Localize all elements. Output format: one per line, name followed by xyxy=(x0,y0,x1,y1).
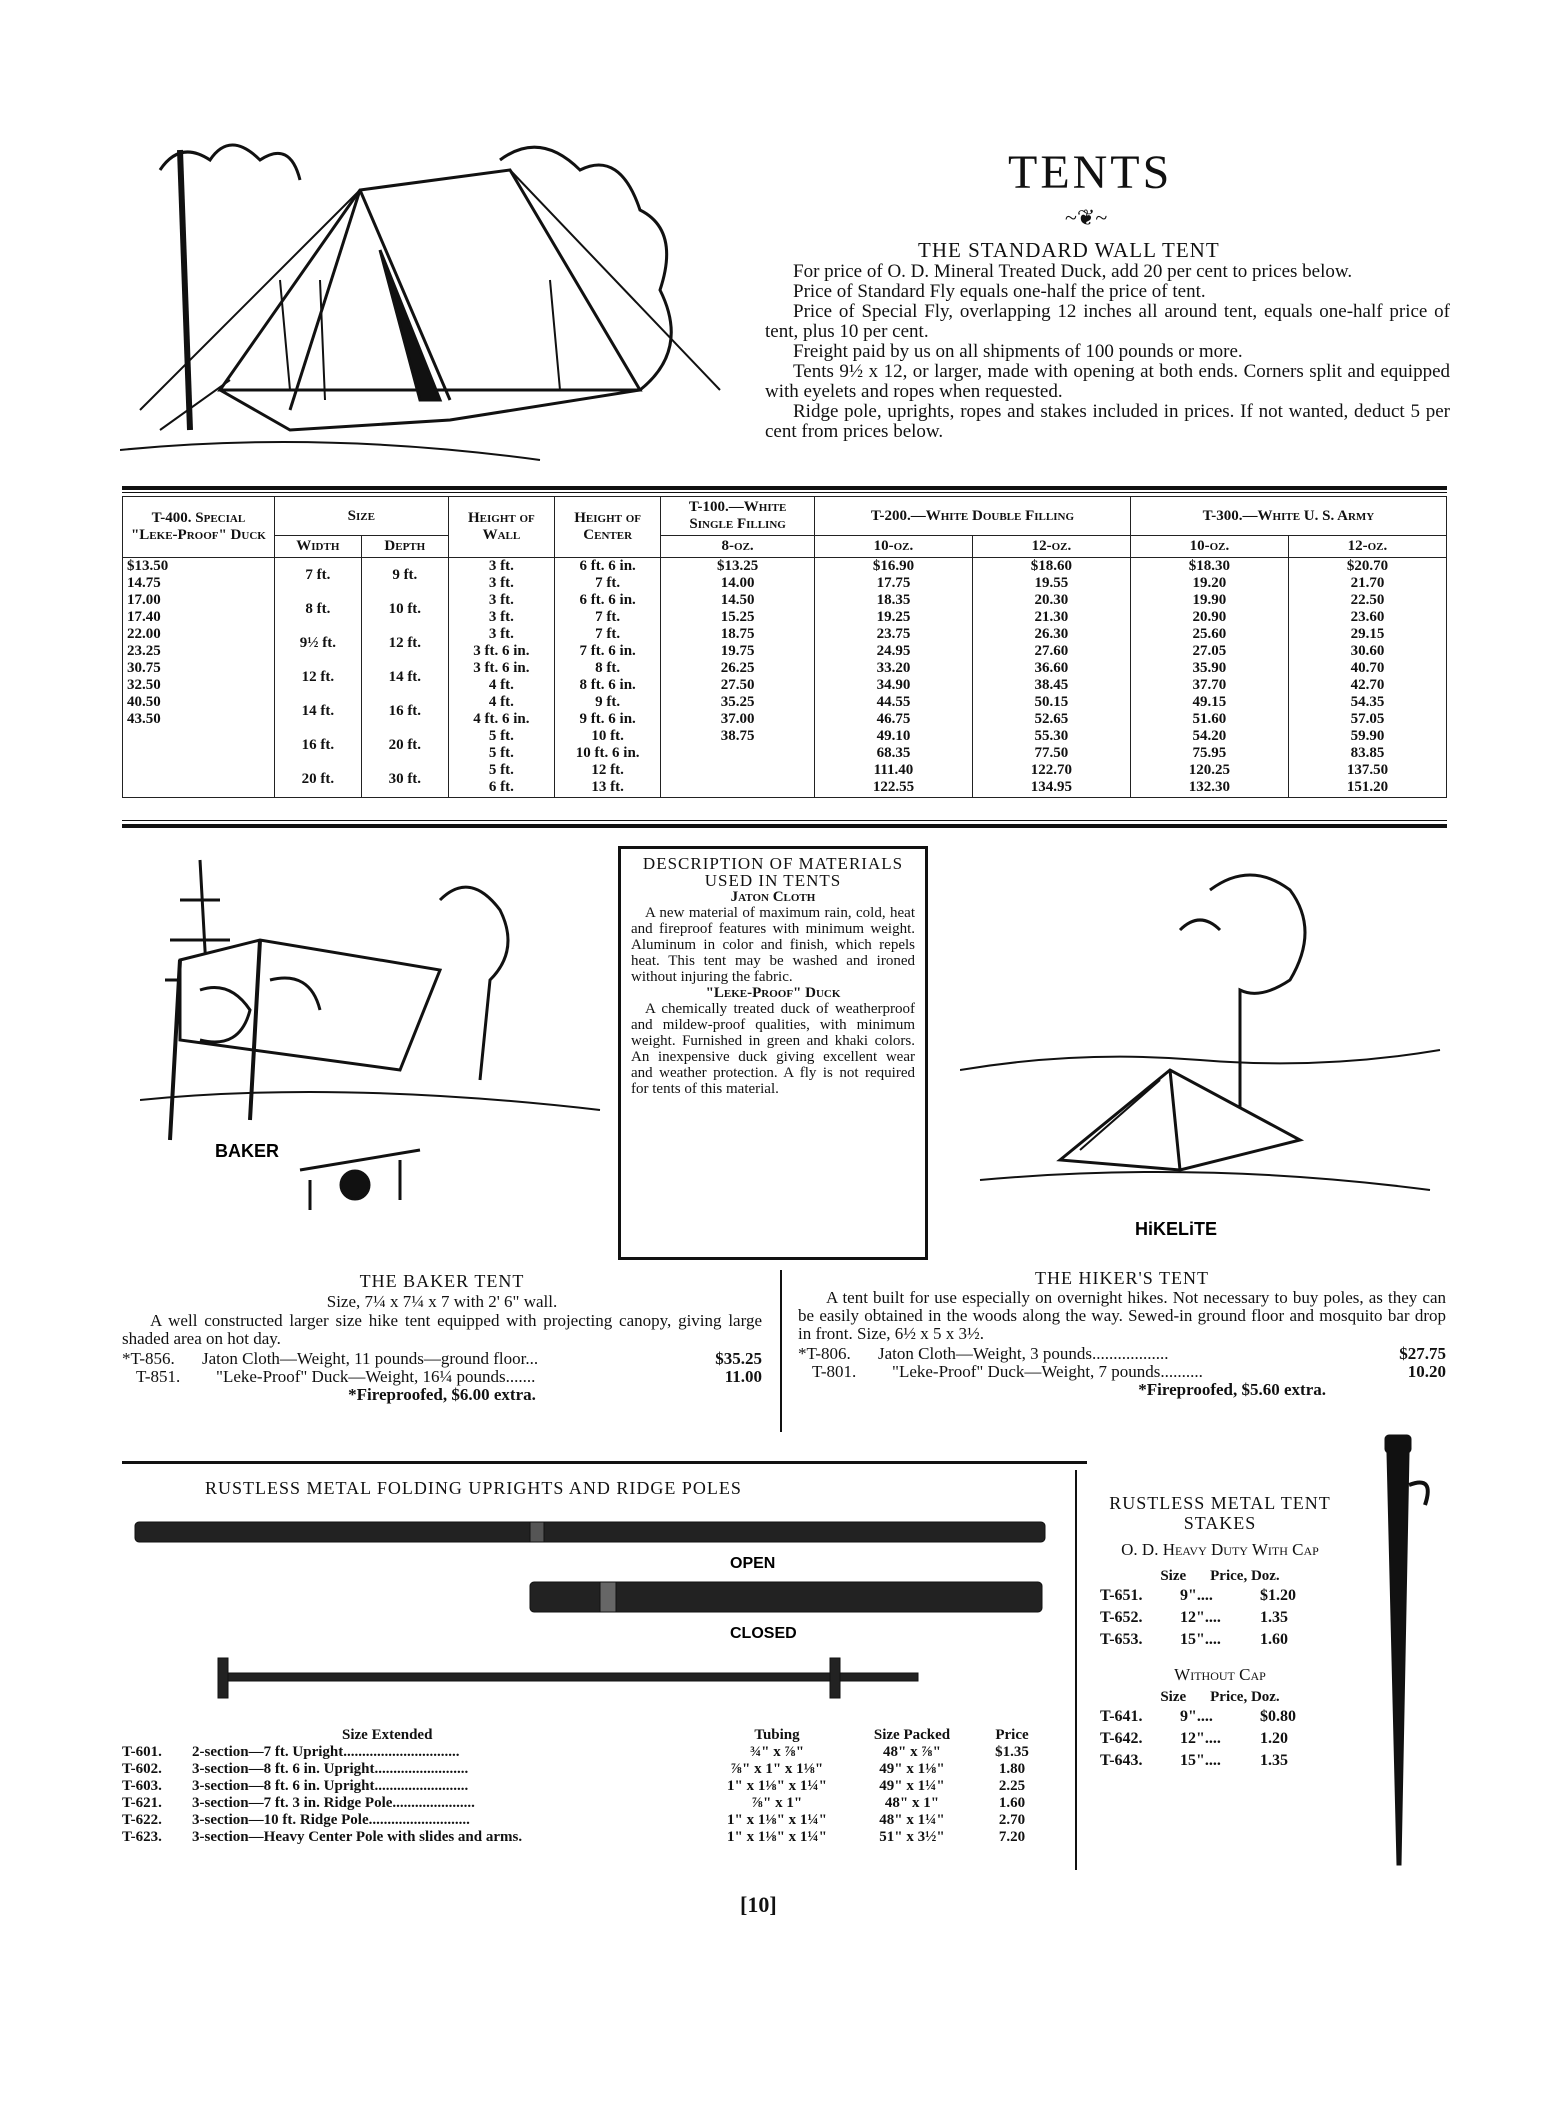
t200-10oz-price: 18.35 xyxy=(876,592,911,608)
stakes-title: RUSTLESS METAL TENT STAKES xyxy=(1109,1493,1331,1533)
baker-tent-section xyxy=(122,1271,762,1404)
paragraph: For price of O. D. Mineral Treated Duck, add 20 per cent to prices below. xyxy=(793,261,1353,282)
t400-price: 17.40 xyxy=(127,609,161,625)
stake-size: 15".... xyxy=(1180,1752,1221,1769)
paragraph: Tents 9½ x 12, or larger, made with opening at both ends. Corners split and equipped with eyelets and ropes when requested. xyxy=(765,361,1450,402)
stake-row xyxy=(1100,1629,1340,1651)
t100-price: $13.25 xyxy=(717,558,759,574)
wall-height-value: 5 ft. xyxy=(488,745,514,761)
pole-desc: 2-section—7 ft. Upright............................... xyxy=(192,1744,460,1760)
center-height-value: 6 ft. 6 in. xyxy=(579,558,636,574)
ornament-icon: ~❦~ xyxy=(1065,205,1108,230)
pole-tubing: ⅞" x 1" x 1⅛" xyxy=(730,1761,824,1777)
stake-code: T-642. xyxy=(1100,1730,1143,1747)
depth-value: 12 ft. xyxy=(388,635,422,651)
width-header: Width xyxy=(274,536,361,558)
t100-price: 27.50 xyxy=(720,677,755,693)
t300-12oz-price: 22.50 xyxy=(1350,592,1385,608)
t200-12oz-header: 12-oz. xyxy=(972,536,1130,558)
stake-row xyxy=(1100,1706,1340,1728)
column-divider xyxy=(780,1270,782,1432)
t200-12oz-price: $18.60 xyxy=(1030,558,1073,574)
page-number: [10] xyxy=(740,1892,777,1917)
pole-tubing: ⅞" x 1" xyxy=(751,1795,803,1811)
pole-packed: 48" x 1" xyxy=(884,1795,940,1811)
widths xyxy=(274,558,361,798)
center-height-value: 12 ft. xyxy=(591,762,624,778)
t100-header: T-100.—White Single Filling xyxy=(661,497,815,536)
t200-12oz-price: 55.30 xyxy=(1034,728,1069,744)
t100-price: 19.75 xyxy=(720,643,755,659)
poles-header-row xyxy=(122,1727,1062,1744)
t200-12oz-price: 38.45 xyxy=(1034,677,1069,693)
stakes-header-row xyxy=(1100,1568,1340,1585)
divider xyxy=(122,820,1447,821)
t300-10oz-price: 51.60 xyxy=(1192,711,1227,727)
t200-10oz-price: 33.20 xyxy=(876,660,911,676)
baker-item-desc: Jaton Cloth—Weight, 11 pounds—ground floor... xyxy=(202,1349,539,1368)
t200-10oz-price: 49.10 xyxy=(876,728,911,744)
pole-tubing: ¾" x ⅞" xyxy=(749,1744,805,1760)
stake-size: 12".... xyxy=(1180,1730,1221,1747)
jaton-heading: Jaton Cloth xyxy=(730,889,816,905)
center-height-value: 9 ft. xyxy=(595,694,621,710)
height-center-header: Height of Center xyxy=(555,497,661,558)
wall-height-value: 6 ft. xyxy=(488,779,514,795)
t200-10oz-price: 17.75 xyxy=(876,575,911,591)
t200-10oz-price: 68.35 xyxy=(876,745,911,761)
stake-row xyxy=(1100,1585,1340,1607)
baker-size: Size, 7¼ x 7¼ x 7 with 2' 6" wall. xyxy=(326,1292,558,1311)
t300-12oz-price: 29.15 xyxy=(1350,626,1385,642)
pole-desc: 3-section—8 ft. 6 in. Upright......................... xyxy=(192,1761,469,1777)
baker-item xyxy=(122,1368,762,1386)
t200-10oz-price: 44.55 xyxy=(876,694,911,710)
t300-12oz-price: 42.70 xyxy=(1350,677,1385,693)
t400-price: 43.50 xyxy=(127,711,161,727)
poles-illustration xyxy=(130,1508,1060,1718)
stake-price: 1.60 xyxy=(1260,1631,1288,1648)
width-value: 9½ ft. xyxy=(299,635,336,651)
t300-12oz-prices xyxy=(1288,558,1446,798)
pole-tubing: 1" x 1⅛" x 1¼" xyxy=(727,1812,827,1828)
leke-text: A chemically treated duck of weatherproof and mildew-proof qualities, with minimum weight. Furnished in green and khaki colors. An inexpensive duck giving excellent wear and weather protection. A fly is not required for tents of this material. xyxy=(631,1001,915,1097)
t300-12oz-price: 59.90 xyxy=(1350,728,1385,744)
depth-value: 9 ft. xyxy=(392,567,418,583)
jaton-text: A new material of maximum rain, cold, heat and fireproof features with minimum weight. Aluminum in color and finish, which repels heat. This tent may be washed and ironed without injuring the fabric. xyxy=(631,905,915,985)
pole-price: 1.80 xyxy=(998,1761,1026,1777)
t100-price: 35.25 xyxy=(720,694,755,710)
t200-10oz-price: 111.40 xyxy=(873,762,914,778)
t300-12oz-price: 54.35 xyxy=(1350,694,1385,710)
poles-row xyxy=(122,1829,1062,1846)
with-cap-title: O. D. Heavy Duty With Cap xyxy=(1121,1540,1319,1559)
width-value: 12 ft. xyxy=(301,669,335,685)
t100-price: 37.00 xyxy=(720,711,755,727)
pole-price: 1.60 xyxy=(998,1795,1026,1811)
stake-code: T-653. xyxy=(1100,1631,1143,1648)
width-value: 7 ft. xyxy=(305,567,331,583)
wall-tent-illustration xyxy=(120,130,740,470)
poles-table xyxy=(122,1727,1062,1846)
t300-10oz-price: 132.30 xyxy=(1188,779,1231,795)
wall-height-value: 3 ft. 6 in. xyxy=(473,660,530,676)
wall-height-value: 3 ft. xyxy=(488,558,514,574)
pole-packed: 49" x 1¼" xyxy=(879,1778,945,1794)
t200-10oz-price: 24.95 xyxy=(876,643,911,659)
t200-12oz-price: 27.60 xyxy=(1034,643,1069,659)
stakes-price-header: Price, Doz. xyxy=(1210,1689,1280,1705)
t100-8oz-prices xyxy=(661,558,815,798)
stake-size: 9".... xyxy=(1180,1708,1213,1725)
pole-tubing: 1" x 1⅛" x 1¼" xyxy=(727,1778,827,1794)
baker-item-code: T-851. xyxy=(136,1367,181,1386)
t300-12oz-price: 21.70 xyxy=(1350,575,1385,591)
paragraph: Price of Standard Fly equals one-half the price of tent. xyxy=(793,281,1206,302)
stake-row xyxy=(1100,1607,1340,1629)
center-height-value: 8 ft. xyxy=(595,660,621,676)
materials-description-box xyxy=(618,846,928,1260)
stakes-price-header: Price, Doz. xyxy=(1210,1568,1280,1584)
pole-desc: 3-section—10 ft. Ridge Pole........................... xyxy=(192,1812,470,1828)
hikelite-tent-illustration xyxy=(960,850,1450,1250)
width-value: 8 ft. xyxy=(305,601,331,617)
baker-item-price: $35.25 xyxy=(715,1349,762,1368)
t300-10oz-header: 10-oz. xyxy=(1130,536,1288,558)
baker-text: A well constructed larger size hike tent equipped with projecting canopy, giving large shaded area on hot day. xyxy=(122,1311,762,1348)
baker-label: BAKER xyxy=(215,1141,280,1161)
t300-12oz-price: 151.20 xyxy=(1346,779,1389,795)
stakes-header-row xyxy=(1100,1689,1340,1706)
t100-8oz-header: 8-oz. xyxy=(661,536,815,558)
stake-size: 12".... xyxy=(1180,1609,1221,1626)
center-height-value: 7 ft. 6 in. xyxy=(579,643,636,659)
paragraph: Price of Special Fly, overlapping 12 inches all around tent, equals one-half price of tent, plus 10 per cent. xyxy=(765,301,1450,342)
hiker-text: A tent built for use especially on overnight hikes. Not necessary to buy poles, as they can be easily obtained in the woods along the way. Sewed-in ground floor and mosquito bar drop in front. Size, 6½ x 5 x 3½. xyxy=(798,1288,1446,1343)
description-title: DESCRIPTION OF MATERIALS USED IN TENTS xyxy=(642,854,904,890)
t200-10oz-price: 122.55 xyxy=(872,779,915,795)
wall-height-value: 3 ft. xyxy=(488,609,514,625)
hiker-item-price: $27.75 xyxy=(1399,1344,1446,1363)
open-label: OPEN xyxy=(730,1555,776,1572)
t300-10oz-price: 19.20 xyxy=(1192,575,1227,591)
pole-code: T-623. xyxy=(122,1829,162,1845)
poles-row xyxy=(122,1761,1062,1778)
height-wall-header: Height of Wall xyxy=(448,497,554,558)
closed-label: CLOSED xyxy=(730,1625,797,1642)
t100-price: 18.75 xyxy=(720,626,755,642)
t200-10oz-price: 34.90 xyxy=(876,677,911,693)
hikelite-label: HiKELiTE xyxy=(1135,1219,1218,1239)
t300-12oz-price: 83.85 xyxy=(1350,745,1385,761)
wall-height-value: 4 ft. xyxy=(488,694,514,710)
stake-price: 1.20 xyxy=(1260,1730,1288,1747)
depth-value: 14 ft. xyxy=(388,669,422,685)
wall-height-value: 3 ft. xyxy=(488,575,514,591)
center-height-value: 7 ft. xyxy=(595,626,621,642)
paragraph: Freight paid by us on all shipments of 100 pounds or more. xyxy=(793,341,1243,362)
width-value: 16 ft. xyxy=(301,737,335,753)
t100-price: 26.25 xyxy=(720,660,755,676)
t400-price: $13.50 xyxy=(127,558,169,574)
t200-12oz-price: 19.55 xyxy=(1034,575,1069,591)
hiker-note: *Fireproofed, $5.60 extra. xyxy=(1138,1380,1326,1399)
hiker-item-desc: "Leke-Proof" Duck—Weight, 7 pounds.......... xyxy=(892,1362,1203,1381)
stakes-size-header: Size xyxy=(1160,1568,1187,1584)
t100-price: 38.75 xyxy=(720,728,755,744)
t200-header: T-200.—White Double Filling xyxy=(814,497,1130,536)
baker-tent-illustration xyxy=(140,840,610,1220)
t300-12oz-header: 12-oz. xyxy=(1288,536,1446,558)
t100-price: 14.50 xyxy=(720,592,755,608)
wall-heights xyxy=(448,558,554,798)
pole-code: T-621. xyxy=(122,1795,162,1811)
stakes-section xyxy=(1100,1493,1340,1772)
stake-row xyxy=(1100,1750,1340,1772)
depth-value: 20 ft. xyxy=(388,737,422,753)
poles-row xyxy=(122,1744,1062,1761)
stake-size: 9".... xyxy=(1180,1587,1213,1604)
wall-height-value: 3 ft. 6 in. xyxy=(473,643,530,659)
wall-height-value: 5 ft. xyxy=(488,728,514,744)
center-height-value: 13 ft. xyxy=(591,779,624,795)
depth-value: 10 ft. xyxy=(388,601,422,617)
leke-heading: "Leke-Proof" Duck xyxy=(705,985,841,1001)
t300-12oz-price: 30.60 xyxy=(1350,643,1385,659)
baker-item xyxy=(122,1350,762,1368)
wall-height-value: 5 ft. xyxy=(488,762,514,778)
t300-10oz-prices xyxy=(1130,558,1288,798)
wall-height-value: 3 ft. xyxy=(488,592,514,608)
depths xyxy=(361,558,448,798)
pole-code: T-603. xyxy=(122,1778,162,1794)
t400-prices xyxy=(123,558,275,798)
center-height-value: 7 ft. xyxy=(595,609,621,625)
stake-price: 1.35 xyxy=(1260,1752,1288,1769)
poles-row xyxy=(122,1812,1062,1829)
t200-10oz-header: 10-oz. xyxy=(814,536,972,558)
wall-height-value: 4 ft. xyxy=(488,677,514,693)
pole-code: T-601. xyxy=(122,1744,162,1760)
t400-price: 22.00 xyxy=(127,626,161,642)
center-height-value: 9 ft. 6 in. xyxy=(579,711,636,727)
pole-price: 7.20 xyxy=(998,1829,1026,1845)
t200-12oz-price: 134.95 xyxy=(1030,779,1073,795)
t400-price: 40.50 xyxy=(127,694,161,710)
baker-item-price: 11.00 xyxy=(724,1367,762,1386)
t200-12oz-prices xyxy=(972,558,1130,798)
pole-tubing: 1" x 1⅛" x 1¼" xyxy=(727,1829,827,1845)
size-header: Size xyxy=(274,497,448,536)
t400-price: 32.50 xyxy=(127,677,161,693)
wall-height-value: 4 ft. 6 in. xyxy=(473,711,530,727)
stake-price: 1.35 xyxy=(1260,1609,1288,1626)
depth-header: Depth xyxy=(361,536,448,558)
page-number-value: 10 xyxy=(747,1892,770,1917)
stake-code: T-641. xyxy=(1100,1708,1143,1725)
baker-note: *Fireproofed, $6.00 extra. xyxy=(348,1385,536,1404)
baker-title: THE BAKER TENT xyxy=(359,1271,525,1291)
t400-price: 17.00 xyxy=(127,592,161,608)
center-heights xyxy=(555,558,661,798)
poles-size-header: Size Extended xyxy=(342,1727,433,1743)
t400-header: T-400. Special "Leke-Proof" Duck xyxy=(123,497,275,558)
t300-12oz-price: 137.50 xyxy=(1346,762,1389,778)
t300-10oz-price: 49.15 xyxy=(1192,694,1227,710)
hiker-title: THE HIKER'S TENT xyxy=(1035,1268,1209,1288)
stake-price: $1.20 xyxy=(1260,1587,1296,1604)
t300-10oz-price: 35.90 xyxy=(1192,660,1227,676)
stake-code: T-652. xyxy=(1100,1609,1143,1626)
stake-size: 15".... xyxy=(1180,1631,1221,1648)
t200-12oz-price: 122.70 xyxy=(1030,762,1073,778)
hiker-item xyxy=(798,1345,1446,1363)
pole-packed: 48" x 1¼" xyxy=(879,1812,945,1828)
hiker-item-desc: Jaton Cloth—Weight, 3 pounds.................. xyxy=(878,1344,1169,1363)
t300-10oz-price: 27.05 xyxy=(1192,643,1227,659)
stake-price: $0.80 xyxy=(1260,1708,1296,1725)
center-height-value: 7 ft. xyxy=(595,575,621,591)
poles-packed-header: Size Packed xyxy=(873,1727,951,1743)
paragraph: Ridge pole, uprights, ropes and stakes included in prices. If not wanted, deduct 5 per cent from prices below. xyxy=(765,401,1450,442)
poles-tubing-header: Tubing xyxy=(754,1727,800,1743)
pole-desc: 3-section—Heavy Center Pole with slides and arms. xyxy=(192,1829,523,1845)
center-height-value: 10 ft. 6 in. xyxy=(575,745,640,761)
hiker-item-code: T-801. xyxy=(812,1362,857,1381)
t300-12oz-price: 57.05 xyxy=(1350,711,1385,727)
t200-12oz-price: 36.60 xyxy=(1034,660,1069,676)
t200-12oz-price: 20.30 xyxy=(1034,592,1069,608)
depth-value: 30 ft. xyxy=(388,771,422,787)
pole-packed: 48" x ⅞" xyxy=(883,1744,941,1760)
wall-height-value: 3 ft. xyxy=(488,626,514,642)
t300-10oz-price: 20.90 xyxy=(1192,609,1227,625)
poles-row xyxy=(122,1778,1062,1795)
page-title: TENTS xyxy=(1008,146,1173,199)
pole-code: T-622. xyxy=(122,1812,162,1828)
t300-12oz-price: $20.70 xyxy=(1346,558,1389,574)
hiker-item-price: 10.20 xyxy=(1407,1362,1446,1381)
pole-price: $1.35 xyxy=(995,1744,1029,1760)
t200-12oz-price: 26.30 xyxy=(1034,626,1069,642)
stakes-size-header: Size xyxy=(1160,1689,1187,1705)
t300-12oz-price: 40.70 xyxy=(1350,660,1385,676)
pole-packed: 49" x 1⅛" xyxy=(879,1761,945,1777)
divider xyxy=(122,486,1447,490)
stake-code: T-643. xyxy=(1100,1752,1143,1769)
t100-price: 14.00 xyxy=(720,575,755,591)
t300-10oz-price: $18.30 xyxy=(1188,558,1231,574)
width-value: 14 ft. xyxy=(301,703,335,719)
t200-10oz-price: 19.25 xyxy=(876,609,911,625)
pole-desc: 3-section—7 ft. 3 in. Ridge Pole...................... xyxy=(192,1795,475,1811)
column-divider xyxy=(1075,1470,1077,1870)
depth-value: 16 ft. xyxy=(388,703,422,719)
t300-10oz-price: 25.60 xyxy=(1192,626,1227,642)
divider xyxy=(122,824,1447,828)
pole-price: 2.70 xyxy=(998,1812,1026,1828)
t200-10oz-prices xyxy=(814,558,972,798)
hiker-item xyxy=(798,1363,1446,1381)
hiker-tent-section xyxy=(798,1268,1446,1399)
t300-header: T-300.—White U. S. Army xyxy=(1130,497,1446,536)
baker-item-desc: "Leke-Proof" Duck—Weight, 16¼ pounds....... xyxy=(216,1367,536,1386)
stake-code: T-651. xyxy=(1100,1587,1143,1604)
stake-row xyxy=(1100,1728,1340,1750)
t300-10oz-price: 120.25 xyxy=(1188,762,1231,778)
pole-price: 2.25 xyxy=(998,1778,1026,1794)
poles-title: RUSTLESS METAL FOLDING UPRIGHTS AND RIDGE POLES xyxy=(205,1478,742,1498)
t100-price: 15.25 xyxy=(720,609,755,625)
t200-12oz-price: 50.15 xyxy=(1034,694,1069,710)
divider xyxy=(122,492,1447,493)
pole-code: T-602. xyxy=(122,1761,162,1777)
poles-row xyxy=(122,1795,1062,1812)
t400-price: 30.75 xyxy=(127,660,161,676)
t300-10oz-price: 19.90 xyxy=(1192,592,1227,608)
poles-price-header: Price xyxy=(995,1727,1029,1743)
without-cap-title: Without Cap xyxy=(1174,1665,1266,1684)
t300-10oz-price: 54.20 xyxy=(1192,728,1227,744)
t200-10oz-price: 46.75 xyxy=(876,711,911,727)
center-height-value: 6 ft. 6 in. xyxy=(579,592,636,608)
t200-10oz-price: $16.90 xyxy=(872,558,915,574)
pole-packed: 51" x 3½" xyxy=(879,1829,945,1845)
t400-price: 14.75 xyxy=(127,575,161,591)
t400-price: 23.25 xyxy=(127,643,161,659)
wall-tent-description xyxy=(765,262,1450,442)
baker-item-code: *T-856. xyxy=(122,1349,175,1368)
hiker-item-code: *T-806. xyxy=(798,1344,851,1363)
pole-desc: 3-section—8 ft. 6 in. Upright......................... xyxy=(192,1778,469,1794)
t200-12oz-price: 21.30 xyxy=(1034,609,1069,625)
center-height-value: 8 ft. 6 in. xyxy=(579,677,636,693)
wall-tent-subtitle: THE STANDARD WALL TENT xyxy=(918,238,1220,262)
t300-10oz-price: 75.95 xyxy=(1192,745,1227,761)
width-value: 20 ft. xyxy=(301,771,335,787)
t300-12oz-price: 23.60 xyxy=(1350,609,1385,625)
t200-12oz-price: 52.65 xyxy=(1034,711,1069,727)
t200-12oz-price: 77.50 xyxy=(1034,745,1069,761)
t200-10oz-price: 23.75 xyxy=(876,626,911,642)
divider xyxy=(122,1461,1087,1464)
t300-10oz-price: 37.70 xyxy=(1192,677,1227,693)
tent-stake-illustration xyxy=(1365,1425,1445,1870)
center-height-value: 10 ft. xyxy=(591,728,624,744)
wall-tent-price-table xyxy=(122,496,1447,798)
